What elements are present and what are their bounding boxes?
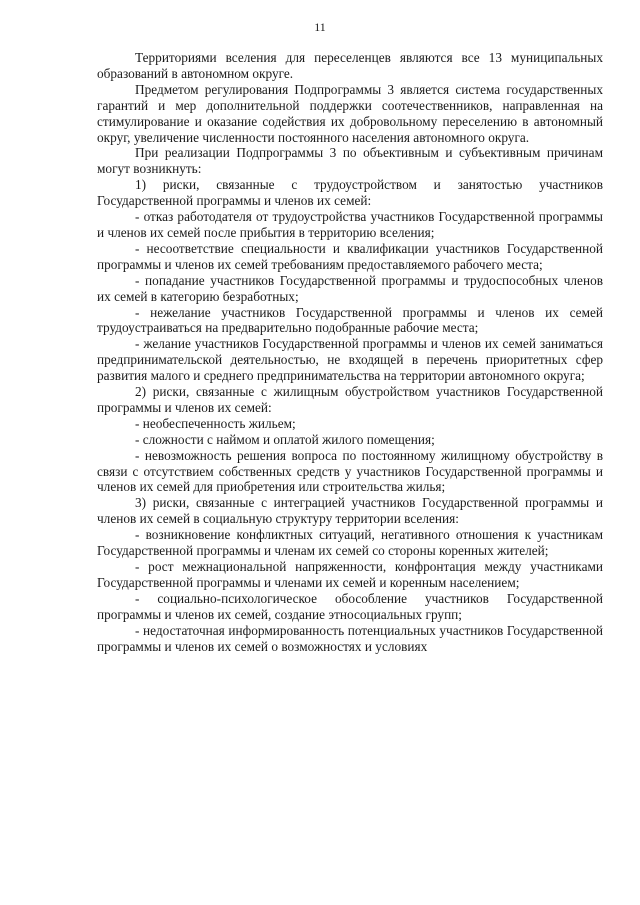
paragraph: - социально-психологическое обособление участников Государственной программы и членов их семей, создание этносоциальных групп;: [97, 590, 603, 622]
paragraph: - желание участников Государственной программы и членов их семей заниматься предпринимательской деятельностью, не входящей в перечень приоритетных сфер развития малого и среднего предпринимательства на территории автономного округа;: [97, 336, 603, 384]
paragraph: - необеспеченность жильем;: [135, 415, 296, 431]
paragraph: - попадание участников Государственной программы и трудоспособных членов их семей в категорию безработных;: [97, 272, 603, 304]
paragraph: - несоответствие специальности и квалификации участников Государственной программы и членов их семей требованиям предоставляемого рабочего места;: [97, 240, 603, 272]
paragraph: Территориями вселения для переселенцев являются все 13 муниципальных образований в автономном округе.: [97, 50, 603, 81]
paragraph: - сложности с наймом и оплатой жилого помещения;: [135, 431, 435, 447]
paragraph: - возникновение конфликтных ситуаций, негативного отношения к участникам Государственной программы и членам их семей со стороны коренных жителей;: [97, 527, 603, 559]
paragraph: 2) риски, связанные с жилищным обустройством участников Государственной программы и членов их семей:: [97, 384, 603, 415]
paragraph: При реализации Подпрограммы 3 по объективным и субъективным причинам могут возникнуть:: [97, 145, 603, 177]
document-body: [97, 50, 603, 654]
paragraph: - невозможность решения вопроса по постоянному жилищному обустройству в связи с отсутствием собственных средств у участников Государственной программы и членов их семей для приобретения или строительства жилья;: [97, 447, 603, 495]
paragraph: - недостаточная информированность потенциальных участников Государственной программы и членов их семей о возможностях и условиях: [97, 622, 603, 654]
paragraph: - нежелание участников Государственной программы и членов их семей трудоустраиваться на предварительно подобранные рабочие места;: [97, 304, 603, 336]
paragraph: Предметом регулирования Подпрограммы 3 является система государственных гарантий и мер дополнительной поддержки соотечественников, направленная на стимулирование и оказание содействия их добровольному переселению в автономный округ, увеличение численности постоянного населения автономного округа.: [97, 81, 603, 145]
paragraph: 1) риски, связанные с трудоустройством и занятостью участников Государственной программы и членов их семей:: [97, 177, 603, 209]
paragraph: - отказ работодателя от трудоустройства участников Государственной программы и членов их семей после прибытия в территорию вселения;: [97, 209, 603, 240]
paragraph: 3) риски, связанные с интеграцией участников Государственной программы и членов их семей в социальную структуру территории вселения:: [97, 495, 603, 527]
paragraph: - рост межнациональной напряженности, конфронтация между участниками Государственной программы и членами их семей и коренным населением;: [97, 559, 603, 590]
page-number: 11: [314, 20, 326, 34]
